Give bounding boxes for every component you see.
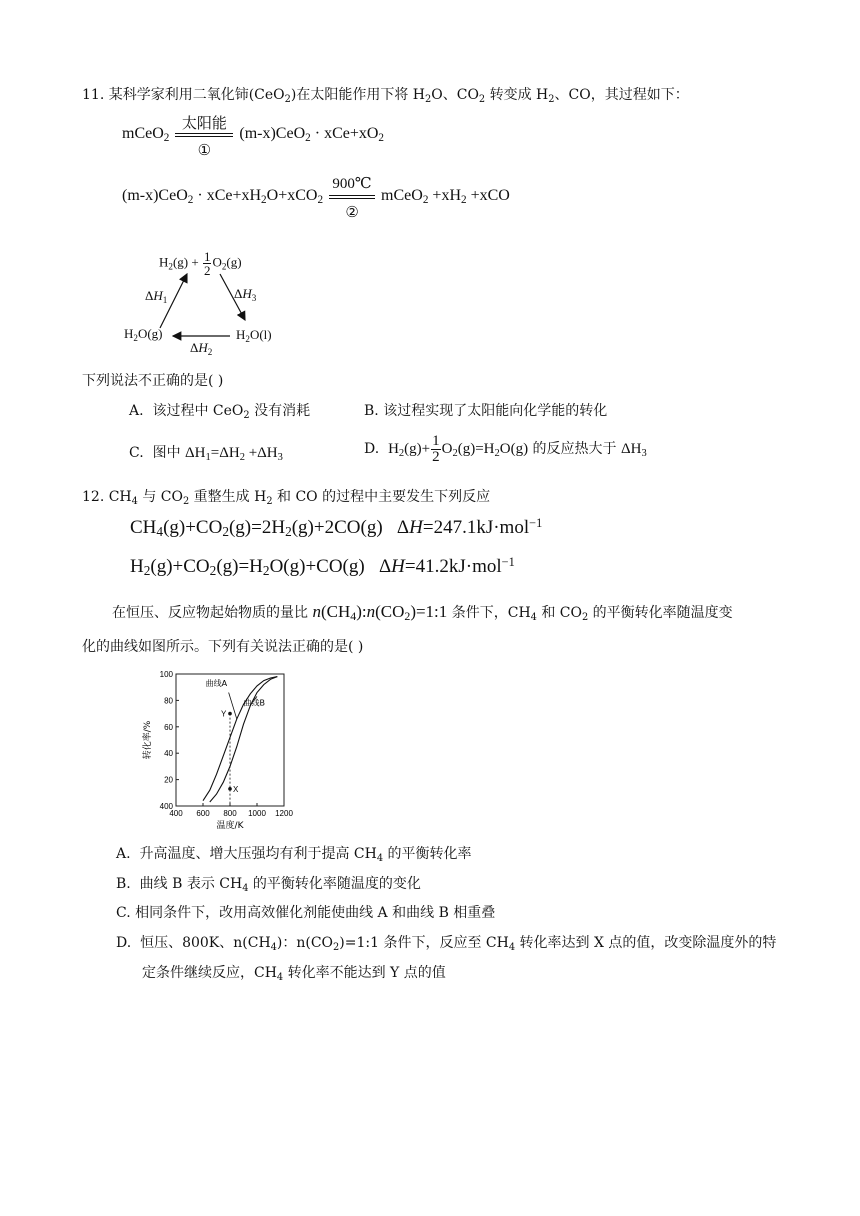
q12-stem: 12. $CH_4$ 与 $CO_2$ 重整生成 $H_2$ 和 CO 的过程中主要发生下列反应 <box>82 489 491 507</box>
q12-option-a: A. 升高温度、增大压强均有利于提高 $CH_4$ 的平衡转化率 <box>116 846 472 864</box>
q12-option-d-line2: 定条件继续反应，$CH_4$ 转化率不能达到 Y 点的值 <box>142 965 446 983</box>
x-tick-label: 1200 <box>275 809 293 818</box>
y-tick-label: 400 <box>159 802 173 811</box>
x-tick-label: 800 <box>223 809 237 818</box>
x-tick-label: 400 <box>169 809 183 818</box>
x-tick-label: 1000 <box>248 809 266 818</box>
q12-option-b: B. 曲线 B 表示 $CH_4$ 的平衡转化率随温度的变化 <box>116 876 421 894</box>
cycle-dh2: $\Delta H_2$ <box>190 340 213 357</box>
eq1-step: ① <box>197 143 212 159</box>
curve-b-line <box>210 677 277 802</box>
q11-option-a: A. 该过程中 CeO$_2$ 没有消耗 <box>129 403 311 421</box>
y-tick-label: 60 <box>164 722 173 732</box>
q11-equation-2: $(m-x)CeO_2 \cdot xCe+xH_2O+xCO_2$ 900℃ ② mCeO$_2$ $+xH_2 +xCO$ <box>122 176 510 221</box>
q11-option-c: C. 图中 $\Delta H_1=\Delta H_2 +\Delta H_3$ <box>129 445 283 463</box>
cycle-dh3: $\Delta H_3$ <box>234 286 257 303</box>
curve-b-label: 曲线B <box>243 698 265 708</box>
point-label-x: X <box>233 784 239 794</box>
q12-paragraph-line2: 化的曲线如图所示。下列有关说法正确的是( ) <box>82 639 364 655</box>
eq2-step: ② <box>345 205 359 221</box>
y-tick-label: 100 <box>159 670 173 679</box>
conversion-chart <box>136 664 296 840</box>
q12-reaction-2: $H_2(g)+CO_2(g)=H_2O(g)+CO(g)$ ΔH=41.2kJ·mol$^{-1}$ <box>130 555 515 578</box>
cycle-right-label: $H_2O(l)$ <box>236 327 272 344</box>
point-label-y: Y <box>221 709 227 719</box>
x-axis-label: 温度/K <box>216 821 244 831</box>
curve-a-line <box>203 677 277 801</box>
y-axis-label: 转化率/% <box>143 720 153 760</box>
q12-paragraph-line1: 在恒压、反应物起始物质的量比 $n(CH_4):n(CO_2)=1:1$ 条件下，$CH_4$ 和 $CO_2$ 的平衡转化率随温度变 <box>112 602 733 623</box>
curve-a-label: 曲线A <box>205 678 228 688</box>
eq1-condition: 太阳能 <box>181 116 227 132</box>
point-y <box>228 712 232 716</box>
q11-option-d: D. $H_2(g)+$ $\frac{1}{2}$ $O_2(g)=H_2O(g)$ 的反应热大于 $\Delta H_3$ <box>364 433 647 465</box>
q11-stem: 11. 某科学家利用二氧化铈(CeO$_2$)在太阳能作用下将 $H_2O$、$CO_2$ 转变成 $H_2$、CO，其过程如下： <box>82 87 689 105</box>
q11-option-b: B. 该过程实现了太阳能向化学能的转化 <box>364 403 608 419</box>
y-tick-label: 80 <box>164 696 173 706</box>
y-tick-label: 40 <box>164 749 173 759</box>
cycle-top-label: $H_2(g)$ + $\frac{1}{2}$ $O_2(g)$ <box>159 249 242 278</box>
q12-reaction-1: $CH_4(g)+CO_2(g)=2H_2(g)+2CO(g)$ ΔH=247.1kJ·mol$^{-1}$ <box>130 516 543 539</box>
x-tick-label: 600 <box>196 809 210 818</box>
q11-question: 下列说法不正确的是( ) <box>82 373 224 389</box>
q11-equation-1: mCeO$_2$ 太阳能 ① $(m-x)CeO_2 \cdot xCe+xO_2$ <box>122 114 384 154</box>
cycle-left-label: $H_2O(g)$ <box>124 326 163 343</box>
y-tick-label: 20 <box>164 775 173 785</box>
eq2-condition: 900℃ <box>332 176 372 192</box>
q12-option-d-line1: D. 恒压、800K、$n(CH_4)$：$n(CO_2)=1:1$ 条件下，反应至 $CH_4$ 转化率达到 X 点的值，改变除温度外的特 <box>116 935 777 953</box>
q12-option-c: C. 相同条件下，改用高效催化剂能使曲线 A 和曲线 B 相重叠 <box>116 905 496 921</box>
cycle-dh1: $\Delta H_1$ <box>145 288 168 305</box>
point-x <box>228 787 232 791</box>
